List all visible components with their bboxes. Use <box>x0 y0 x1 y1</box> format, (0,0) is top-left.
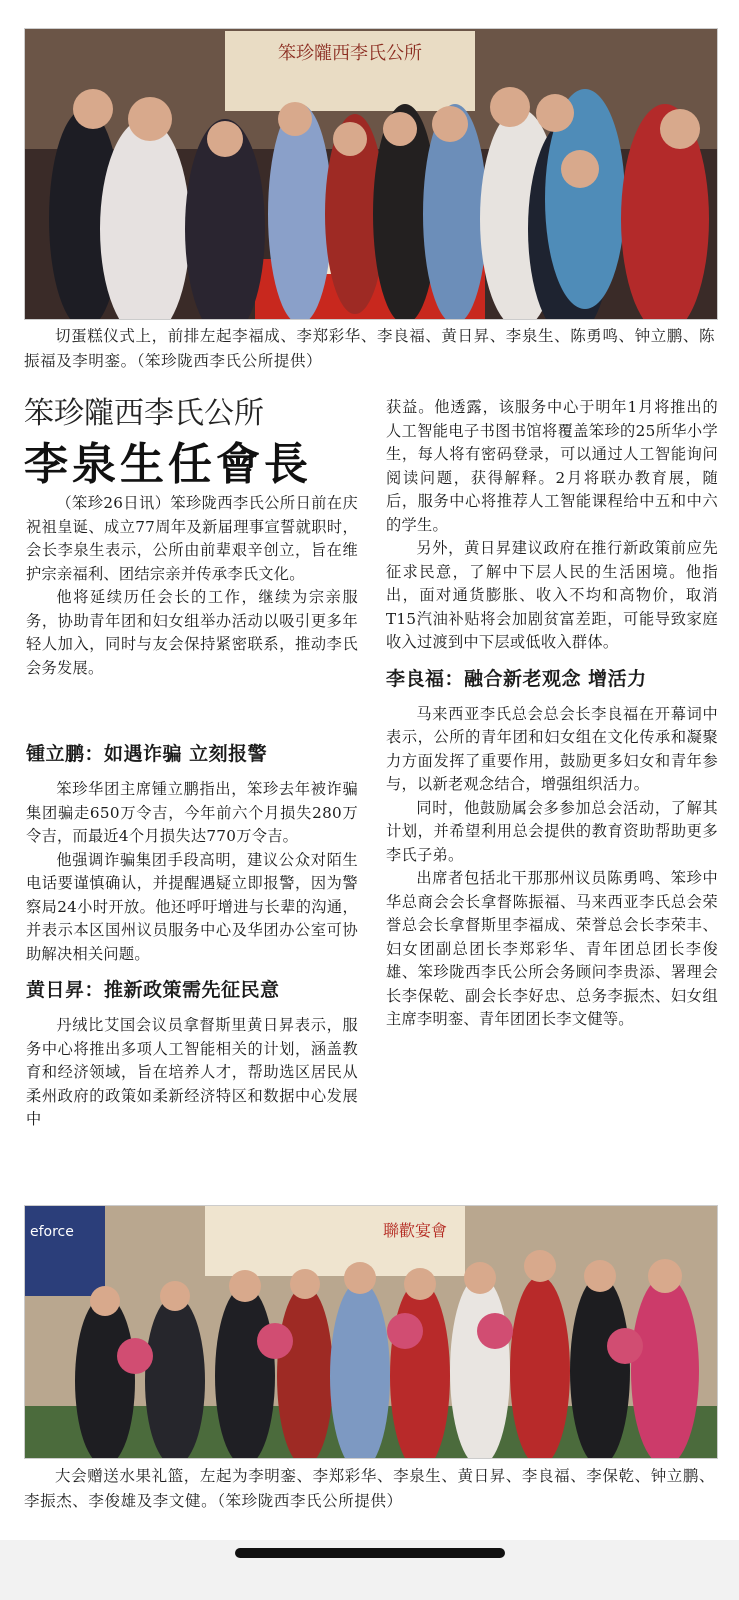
right-column <box>386 396 718 1032</box>
subhead-huang-richang: 黄日昇：推新政策需先征民意 <box>26 979 280 1001</box>
article-kicker: 笨珍隴西李氏公所 <box>24 396 264 431</box>
left-column-intro <box>26 492 358 680</box>
paragraph: 笨珍华团主席锺立鹏指出，笨珍去年被诈骗集团骗走650万令吉，今年前六个月损失280万令吉，而最近4个月损失达770万令吉。 <box>26 780 358 845</box>
paragraph: 他强调诈骗集团手段高明，建议公众对陌生电话要谨慎确认，并提醒遇疑立即报警，因为警察局24小时开放。他还呼吁增进与长辈的沟通，并表示本区国州议员服务中心及华团办公室可协助解决相关问题。 <box>26 850 358 963</box>
paragraph: 同时，他鼓励属会多参加总会活动，了解其计划，并希望利用总会提供的教育资助帮助更多李氏子弟。 <box>386 798 718 864</box>
photo-fruit-basket <box>24 1205 718 1459</box>
photo-cake-cutting <box>24 28 718 320</box>
home-indicator[interactable] <box>235 1548 505 1558</box>
paragraph: 出席者包括北干那那州议员陈勇鸣、笨珍中华总商会会长拿督陈振福、马来西亚李氏总会荣誉总会长拿督斯里李福成、荣誉总会长李荣丰、妇女团副总团长李郑彩华、青年团总团长李俊雄、笨珍陇西李氏公所会务顾问李贵添、署理会长李保乾、副会长李好忠、总务李振杰、妇女组主席李明銮、青年团团长李文健等。 <box>386 869 718 1028</box>
photo-bottom-banner-text: 聯歡宴會 <box>382 1221 448 1240</box>
subhead-zhong-lipeng: 锺立鹏：如遇诈骗 立刻报警 <box>26 743 268 765</box>
paragraph: （笨珍26日讯）笨珍陇西李氏公所日前在庆祝祖皇诞、成立77周年及新届理事宣誓就职时，会长李泉生表示，公所由前辈艰辛创立，旨在维护宗亲福利、团结宗亲并传承李氏文化。 <box>26 494 358 583</box>
article-headline: 李泉生任會長 <box>24 439 312 490</box>
photo-top-caption: 切蛋糕仪式上，前排左起李福成、李郑彩华、李良福、黄日昇、李泉生、陈勇鸣、钟立鹏、陈振福及李明銮。（笨珍陇西李氏公所提供） <box>24 327 716 370</box>
paragraph: 马来西亚李氏总会总会长李良福在开幕词中表示，公所的青年团和妇女组在文化传承和凝聚力方面发挥了重要作用，鼓励更多妇女和青年参与，以新老观念结合，增强组织活力。 <box>386 704 718 793</box>
photo-top-banner-text: 笨珍隴西李氏公所 <box>278 43 422 64</box>
left-column-sections <box>26 730 358 1132</box>
paragraph-continuation: 获益。他透露，该服务中心于明年1月将推出的人工智能电子书图书馆将覆盖笨珍的25所华小学生，每人将有密码登录，可以通过人工智能询问阅读问题，获得解释。2月将联办教育展，随后，服务中心将推荐人工智能课程给中五和中六的学生。 <box>386 398 718 534</box>
paragraph: 丹绒比艾国会议员拿督斯里黄日昇表示，服务中心将推出多项人工智能相关的计划，涵盖教育和经济领域，旨在培养人才，帮助选区居民从柔州政府的政策如柔新经济特区和数据中心发展中 <box>26 1016 358 1128</box>
photo-bottom-caption: 大会赠送水果礼篮，左起为李明銮、李郑彩华、李泉生、黄日昇、李良福、李保乾、钟立鹏、李振杰、李俊雄及李文健。（笨珍陇西李氏公所提供） <box>24 1467 716 1510</box>
subhead-li-liangfu: 李良福：融合新老观念 增活力 <box>386 667 647 690</box>
paragraph: 另外，黄日昇建议政府在推行新政策前应先征求民意，了解中下层人民的生活困境。他指出，面对通货膨胀、收入不均和高物价，取消T15汽油补贴将会加剧贫富差距，可能导致家庭收入过渡到中下层或低收入群体。 <box>386 539 718 651</box>
photo-bottom-sign-text: eforce <box>30 1224 74 1240</box>
paragraph: 他将延续历任会长的工作，继续为宗亲服务，协助青年团和妇女组举办活动以吸引更多年轻人加入，同时与友会保持紧密联系，推动李氏会务发展。 <box>26 588 358 677</box>
